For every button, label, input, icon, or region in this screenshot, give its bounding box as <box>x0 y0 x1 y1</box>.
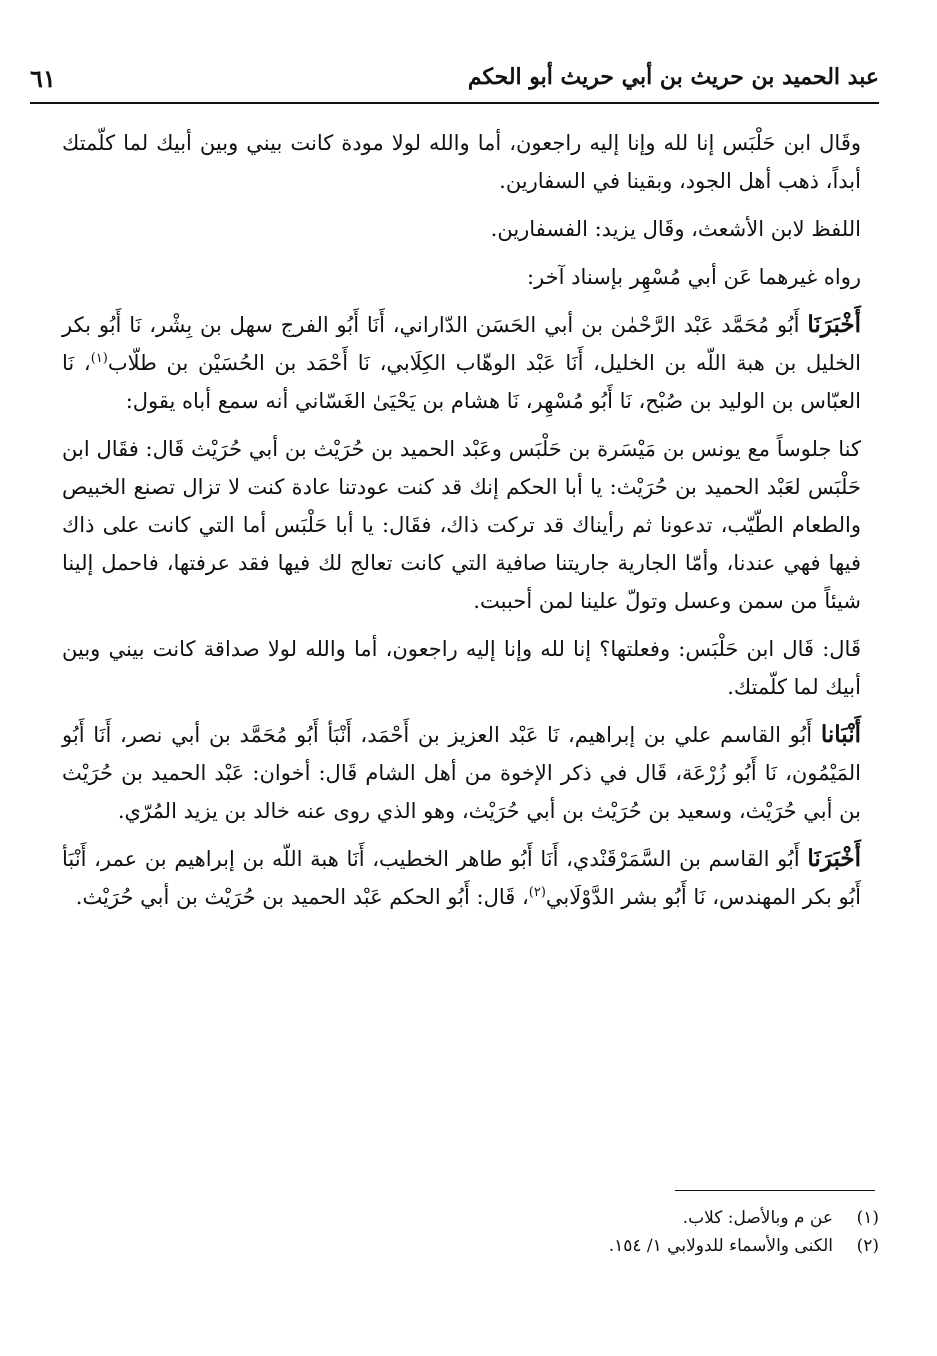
footnote <box>62 1232 879 1260</box>
footnote-number: (٢) <box>856 1236 879 1256</box>
footnote <box>62 1204 879 1232</box>
paragraph <box>62 840 861 916</box>
paragraph <box>62 430 861 620</box>
footnote-text: عن م وبالأصل: كلاب. <box>682 1208 833 1228</box>
paragraph <box>62 716 861 830</box>
page-header <box>30 62 879 104</box>
paragraph <box>62 124 861 200</box>
paragraph <box>62 630 861 706</box>
page-number: ٦١ <box>30 64 56 93</box>
running-title: عبد الحميد بن حريث بن أبي حريث أبو الحكم <box>467 64 879 90</box>
paragraph-text: رواه غيرهما عَن أبي مُسْهِر بإسناد آخر: <box>526 265 861 289</box>
paragraph-text: كنا جلوساً مع يونس بن مَيْسَرة بن حَلْبَس وعَبْد الحميد بن حُرَيْث بن أبي حُرَيْث قَال: فقَال ابن حَلْبَس لعَبْد الحميد بن حُرَيْث: يا أبا الحكم إنك قد كنت عودتنا عادة كنت لا تزال تصنع الخبيص والطعام الطّيّب، تدعونا ثم رأيناك قد تركت ذاك، فقَال: يا أبا حَلْبَس أما التي كانت على ذاك فيها فهي عندنا، وأمّا الجارية جاريتنا صافية التي كانت تعالج لك فيها فقد عرفتها، فاحمل إلينا شيئاً من سمن وعسل وتولّ علينا لمن أحببت. <box>62 437 861 613</box>
paragraph-text-tail: ، قَال: أَبُو الحكم عَبْد الحميد بن حُرَيْث بن أبي حُرَيْث. <box>75 885 529 909</box>
paragraph <box>62 306 861 420</box>
paragraph-lead-word: أَخْبَرَنَا <box>807 311 861 338</box>
footnote-ref: (٢) <box>528 885 546 900</box>
paragraph-text: أَبُو القاسم بن السَّمَرْقَنْدي، أَنَا أَبُو طاهر الخطيب، أَنَا هبة اللّه بن إبراهيم بن عمر، أَنْبَأ أَبُو بكر المهندس، نَا أَبُو بشر الدَّوْلَابي <box>62 847 861 909</box>
paragraph-lead-word: أَنْبَانا <box>820 721 861 748</box>
paragraph-text: وقَال ابن حَلْبَس إنا لله وإنا إليه راجعون، أما والله لولا مودة كانت بيني وبين أبيك لما كلّمتك أبداً، ذهب أهل الجود، وبقينا في السفارين. <box>62 131 861 193</box>
paragraph-text: أَبُو القاسم علي بن إبراهيم، نَا عَبْد العزيز بن أَحْمَد، أَنْبَأ أَبُو مُحَمَّد بن أبي نصر، أَنَا أَبُو المَيْمُون، نَا أَبُو زُرْعَة، قَال في ذكر الإخوة من أهل الشام قَال: أخوان: عَبْد الحميد بن حُرَيْث بن أبي حُرَيْث، وسعيد بن حُرَيْث بن أبي حُرَيْث، وهو الذي روى عنه خالد بن يزيد المُرّي. <box>62 723 861 823</box>
footnote-text: الكنى والأسماء للدولابي ١/ ١٥٤. <box>608 1236 833 1256</box>
paragraph-text: أَبُو مُحَمَّد عَبْد الرَّحْمٰن بن أبي الحَسَن الدّاراني، أَنَا أَبُو الفرج سهل بن بِشْر، نَا أَبُو بكر الخليل بن هبة اللّه بن الخليل، أَنَا عَبْد الوهّاب الكِلَابي، نَا أَحْمَد بن الحُسَيْن بن طلّاب <box>62 313 861 375</box>
paragraph <box>62 210 861 248</box>
footnotes <box>62 1204 879 1260</box>
footnote-divider <box>675 1190 875 1191</box>
paragraph-lead-word: أَخْبَرَنَا <box>807 845 861 872</box>
footnote-ref: (١) <box>90 351 108 366</box>
footnote-number: (١) <box>856 1208 879 1228</box>
paragraph-text: اللفظ لابن الأشعث، وقَال يزيد: الفسفارين. <box>490 217 861 241</box>
main-text <box>62 124 861 926</box>
paragraph-text-tail: ، نَا العبّاس بن الوليد بن صُبْح، نَا أَبُو مُسْهِر، نَا هشام بن يَحْيَىٰ الغَسّاني أنه سمع أباه يقول: <box>62 351 861 413</box>
paragraph <box>62 258 861 296</box>
paragraph-text: قَال: قَال ابن حَلْبَس: وفعلتها؟ إنا لله وإنا إليه راجعون، أما والله لولا صداقة كانت بيني وبين أبيك لما كلّمتك. <box>62 637 861 699</box>
